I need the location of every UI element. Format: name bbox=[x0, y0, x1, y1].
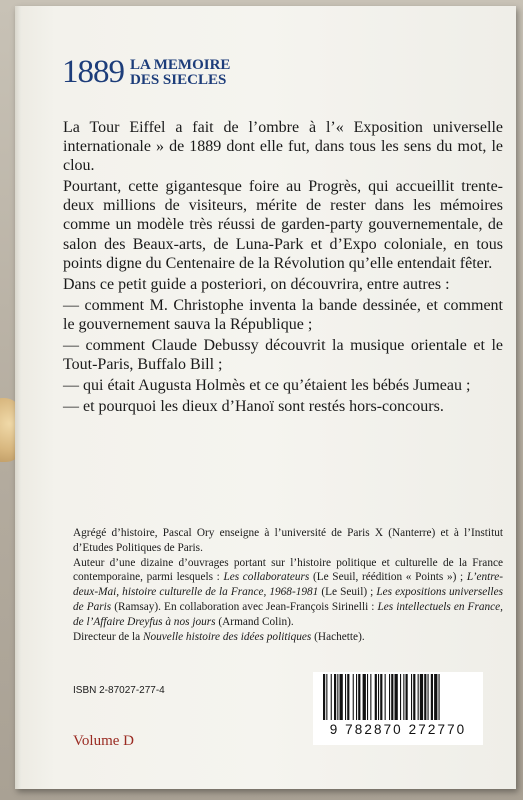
bio-text: (Armand Colin). bbox=[215, 615, 294, 628]
author-bio-works bbox=[73, 556, 503, 630]
series-title-line2: DES SIECLES bbox=[130, 71, 227, 88]
bio-text: (Le Seuil, réédition « Points ») ; bbox=[309, 571, 467, 584]
series-title-line1: LA MEMOIRE bbox=[130, 56, 231, 73]
blurb-item: — comment M. Christophe inventa la bande dessinée, et comment le gouvernement sauva la République ; bbox=[63, 296, 503, 333]
series-title bbox=[130, 58, 230, 88]
author-bio-line1: Agrégé d’histoire, Pascal Ory enseigne à l’université de Paris X (Nanterre) et à l’Institut d’Etudes Politiques de Paris. bbox=[73, 527, 503, 554]
barcode-bars bbox=[313, 672, 483, 722]
blurb-item: — comment Claude Debussy découvrit la musique orientale et le Tout-Paris, Buffalo Bill ; bbox=[63, 337, 503, 374]
book-title: Les collaborateurs bbox=[223, 571, 310, 584]
blurb-paragraph-2: Pourtant, cette gigantesque foire au Progrès, qui accueillit trente-deux millions de visiteurs, mérite de rester dans les mémoires comme un modèle très réussi de garden-party gouvernementale, de salon des Beaux-arts, de Luna-Park et d’Expo coloniale, en tous points digne du Centenaire de la Révolution qu’elle entendait fêter. bbox=[63, 178, 503, 272]
blurb-paragraph-1: La Tour Eiffel a fait de l’ombre à l’« Exposition universelle internationale » de 1889 dont elle fut, dans tous les sens du mot, le clou. bbox=[63, 119, 503, 175]
author-bio bbox=[73, 526, 503, 644]
blurb-item: — qui était Augusta Holmès et ce qu’étaient les bébés Jumeau ; bbox=[63, 377, 471, 395]
barcode-digits: 9 782870 272770 bbox=[329, 722, 467, 737]
bio-text: (Ramsay). En collaboration avec Jean-François Sirinelli : bbox=[111, 600, 378, 613]
series-year: 1889 bbox=[62, 54, 124, 90]
book-title: Les intellectuels en France, de l’Affaire Dreyfus à nos jours bbox=[73, 600, 504, 628]
series-header bbox=[62, 56, 230, 89]
volume-label: Volume D bbox=[73, 733, 134, 749]
author-bio-director bbox=[73, 630, 503, 645]
isbn-label: ISBN 2-87027-277-4 bbox=[73, 685, 165, 696]
book-title: L’entre-deux-Mai, histoire culturelle de la France, 1968-1981 bbox=[73, 571, 504, 599]
blurb-item: — et pourquoi les dieux d’Hanoï sont restés hors-concours. bbox=[63, 398, 444, 416]
cover-blurb bbox=[63, 118, 503, 418]
blurb-paragraph-3: Dans ce petit guide a posteriori, on découvrira, entre autres : bbox=[63, 275, 450, 293]
bio-text: Directeur de la bbox=[73, 630, 143, 643]
bio-text: Auteur d’une dizaine d’ouvrages portant sur l’histoire politique et culturelle de la France contemporaine, parmi lesquels : bbox=[73, 556, 503, 584]
bio-text: (Hachette). bbox=[311, 630, 365, 643]
bio-text: (Le Seuil) ; bbox=[318, 586, 377, 599]
book-title: Nouvelle histoire des idées politiques bbox=[142, 630, 312, 643]
book-title: Les expositions universelles de Paris bbox=[73, 586, 503, 613]
